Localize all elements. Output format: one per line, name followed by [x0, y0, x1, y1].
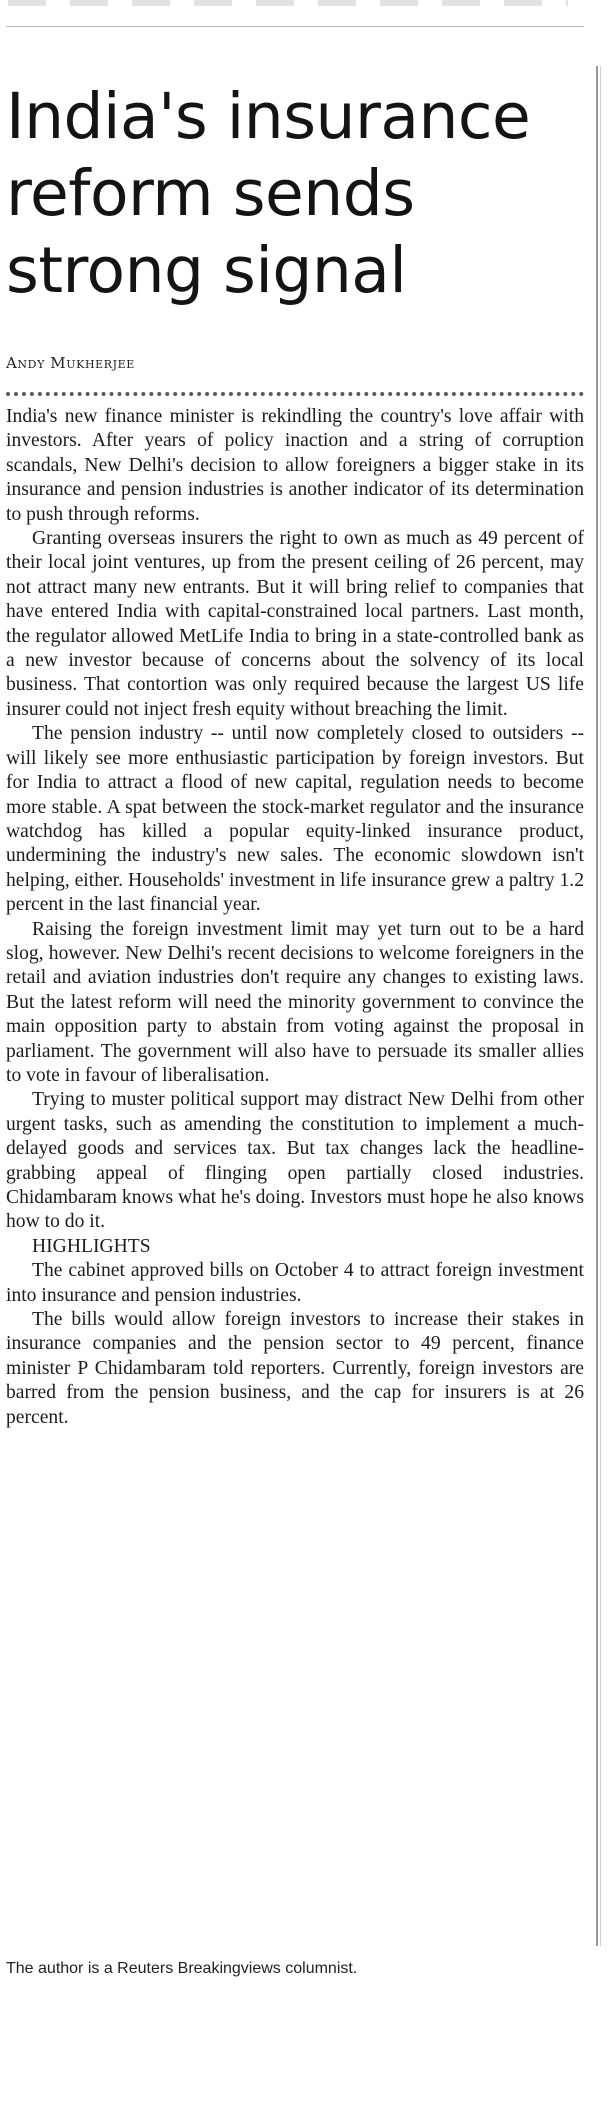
paragraph-3: The pension industry -- until now completely closed to outsiders -- will likely see more enthusiastic participation by foreign investors. But for India to attract a flood of new capital, regulation needs to become more stable. A spat between the stock-market regulator and the insurance watchdog has killed a popular equity-linked insurance product, undermining the industry's new sales. The economic slowdown isn't helping, either. Households' investment in life insurance grew a paltry 1.2 percent in the last financial year.	[6, 723, 584, 916]
highlights-label: HIGHLIGHTS	[32, 1235, 151, 1257]
paragraph-5: Trying to muster political support may distract New Delhi from other urgent tasks, such as amending the constitution to implement a much-delayed goods and services tax. But tax changes lack the headline-grabbing appeal of flinging open partially closed industries. Chidambaram knows what he's doing. Investors must hope he also knows how to do it.	[6, 1089, 584, 1233]
column-rule	[596, 66, 598, 1946]
paragraph-1: India's new finance minister is rekindling the country's love affair with investors. After years of policy inaction and a string of corruption scandals, New Delhi's decision to allow foreigners a bigger stake in its insurance and pension industries is another indicator of its determination to push through reforms.	[6, 406, 584, 525]
dotted-separator	[6, 392, 584, 396]
column-rule-shadow	[600, 66, 601, 1946]
article-body	[6, 405, 584, 1430]
highlight-2: The bills would allow foreign investors to increase their stakes in insurance companies and the pension sector to 49 percent, finance minister P Chidambaram told reporters. Currently, foreign investors are barred from the pension business, and the cap for insurers is at 26 percent.	[6, 1309, 584, 1428]
headline: India's insurance reform sends strong signal	[6, 80, 531, 307]
highlight-1: The cabinet approved bills on October 4 to attract foreign investment into insurance and pension industries.	[6, 1260, 584, 1306]
clipped-previous-article	[8, 0, 568, 6]
paragraph-4: Raising the foreign investment limit may yet turn out to be a hard slog, however. New Delhi's recent decisions to welcome foreigners in the retail and aviation industries don't require any changes to existing laws. But the latest reform will need the minority government to convince the main opposition party to abstain from voting against the proposal in parliament. The government will also have to persuade its smaller allies to vote in favour of liberalisation.	[6, 918, 584, 1086]
byline: Andy Mukherjee	[6, 354, 135, 372]
top-divider	[6, 26, 584, 27]
author-footnote: The author is a Reuters Breakingviews columnist.	[6, 1960, 358, 1977]
paragraph-2: Granting overseas insurers the right to own as much as 49 percent of their local joint ventures, up from the present ceiling of 26 percent, may not attract many new entrants. But it will bring relief to companies that have entered India with capital-constrained local partners. Last month, the regulator allowed MetLife India to bring in a state-controlled bank as a new investor because of concerns about the solvency of its local business. That contortion was only required because the largest US life insurer could not inject fresh equity without breaching the limit.	[6, 528, 584, 720]
